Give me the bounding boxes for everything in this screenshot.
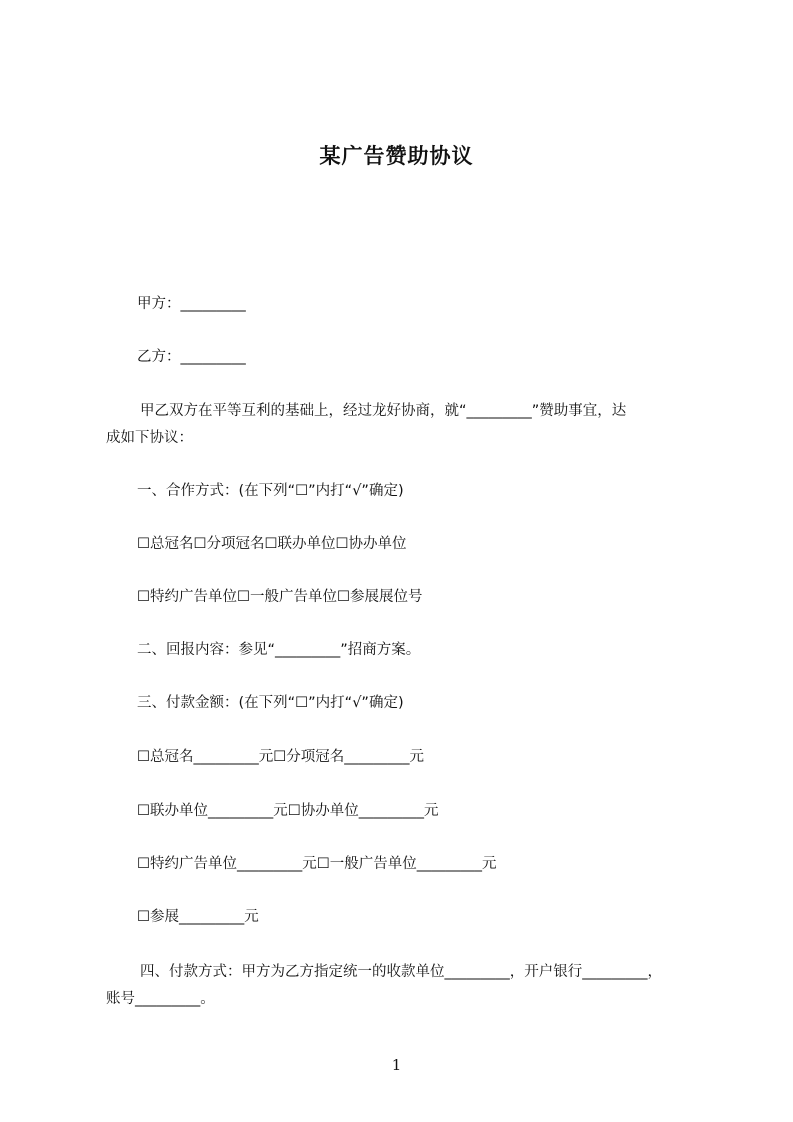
section3-amount-row-4: ☐参展_________元 bbox=[137, 909, 259, 925]
party-b-line: 乙方：_________ bbox=[137, 349, 246, 365]
document-title: 某广告赞助协议 bbox=[319, 144, 474, 168]
section1-heading: 一、合作方式：(在下列“☐”内打“√”确定) bbox=[137, 483, 404, 499]
section4-line-1: 四、付款方式：甲方为乙方指定统一的收款单位_________，开户银行_________， bbox=[140, 964, 662, 980]
section1-options-row-1: ☐总冠名☐分项冠名☐联办单位☐协办单位 bbox=[137, 536, 407, 552]
section1-options-row-2: ☐特约广告单位☐一般广告单位☐参展展位号 bbox=[137, 589, 423, 605]
section4-line-2: 账号_________。 bbox=[106, 991, 215, 1007]
section3-heading: 三、付款金额：(在下列“☐”内打“√”确定) bbox=[137, 695, 404, 711]
page-number: 1 bbox=[391, 1056, 402, 1074]
party-a-line: 甲方：_________ bbox=[137, 296, 246, 312]
section2-text: 二、回报内容：参见“_________”招商方案。 bbox=[137, 642, 421, 658]
intro-paragraph-line-1: 甲乙双方在平等互利的基础上，经过龙好协商，就“_________”赞助事宜，达 bbox=[140, 403, 627, 419]
section3-amount-row-3: ☐特约广告单位_________元☐一般广告单位_________元 bbox=[137, 856, 497, 872]
intro-paragraph-line-2: 成如下协议： bbox=[106, 430, 193, 446]
section3-amount-row-1: ☐总冠名_________元☐分项冠名_________元 bbox=[137, 749, 424, 765]
section3-amount-row-2: ☐联办单位_________元☐协办单位_________元 bbox=[137, 803, 439, 819]
